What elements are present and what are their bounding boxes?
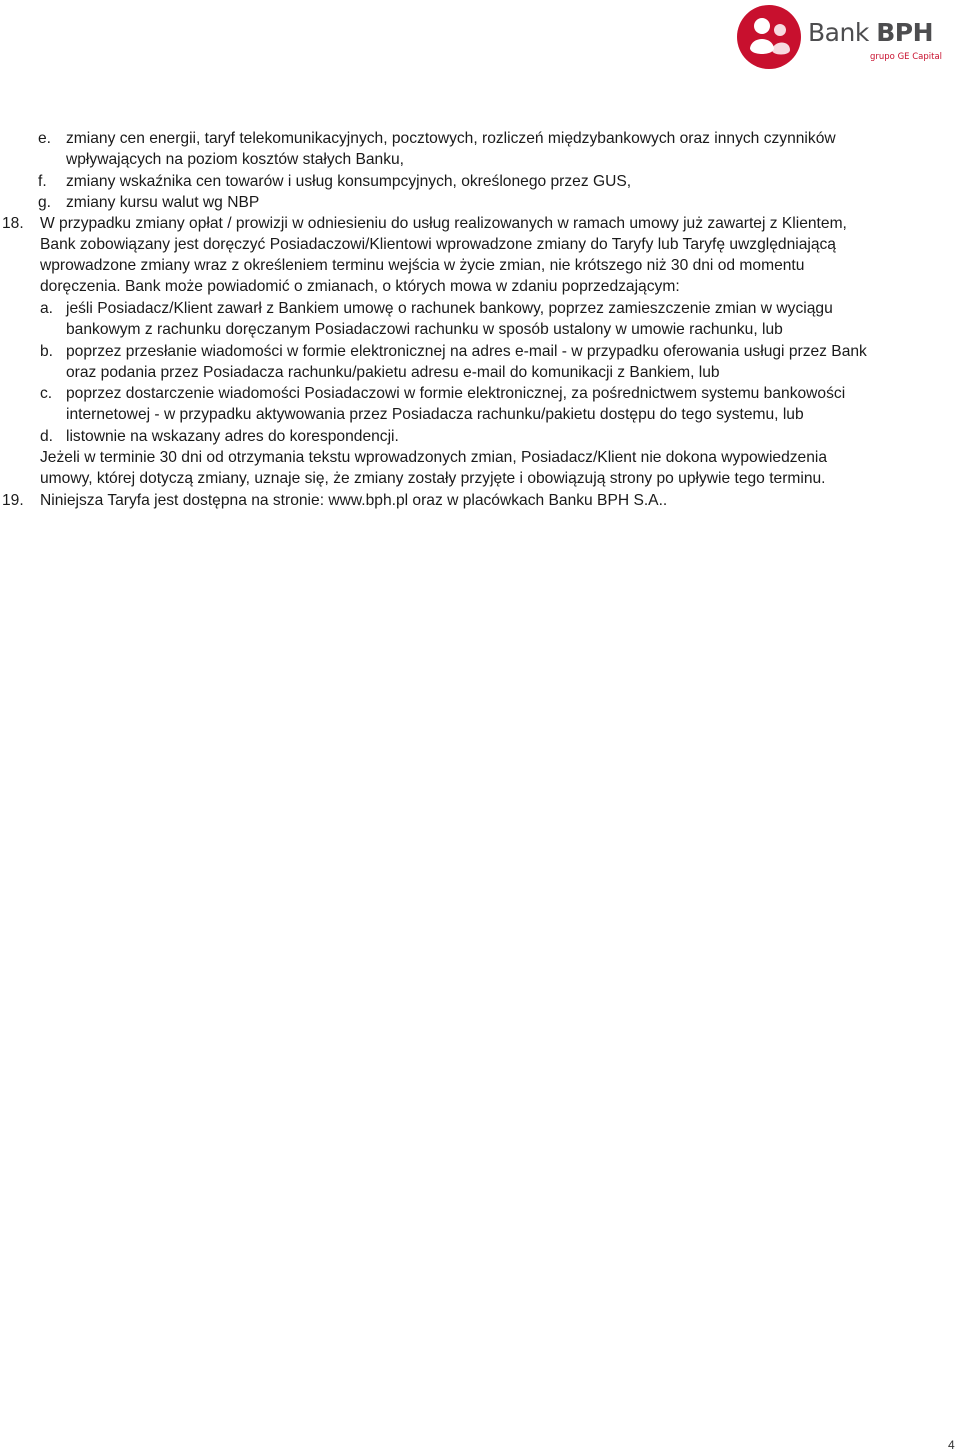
logo-word: Bank	[808, 18, 869, 47]
list-item-line: zmiany kursu walut wg NBP	[66, 194, 260, 211]
list-item-line: zmiany wskaźnika cen towarów i usług konsumpcyjnych, określonego przez GUS,	[66, 173, 632, 190]
list-item-line: zmiany cen energii, taryf telekomunikacyjnych, pocztowych, rozliczeń międzybankowych oraz innych czynników	[66, 130, 836, 147]
paragraph-line: W przypadku zmiany opłat / prowizji w odniesieniu do usług realizowanych w ramach umowy już zawartej z Klientem,	[40, 215, 847, 232]
paragraph-line: wprowadzone zmiany wraz z określeniem terminu wejścia w życie zmian, nie krótszego niż 30 dni od momentu	[40, 257, 805, 274]
paragraph-line: Bank zobowiązany jest doręczyć Posiadaczowi/Klientowi wprowadzone zmiany do Taryfy lub Taryfę uwzględniającą	[40, 236, 836, 253]
item-number: 19.	[2, 492, 24, 509]
logo-wordmark	[808, 18, 933, 47]
paragraph-line: doręczenia. Bank może powiadomić o zmianach, o których mowa w zdaniu poprzedzającym:	[40, 278, 680, 295]
item-number: 18.	[2, 215, 24, 232]
logo-brand: BPH	[876, 18, 934, 47]
sub-item-line: internetowej - w przypadku aktywowania przez Posiadacza rachunku/pakietu dostępu do tego systemu, lub	[66, 406, 804, 423]
page-number: 4	[948, 1438, 955, 1452]
closing-line: umowy, której dotyczą zmiany, uznaje się, że zmiany zostały przyjęte i obowiązują strony po upływie tego terminu.	[40, 470, 826, 487]
closing-line: Jeżeli w terminie 30 dni od otrzymania tekstu wprowadzonych zmian, Posiadacz/Klient nie dokona wypowiedzenia	[40, 449, 828, 466]
bank-bph-emblem-icon	[736, 4, 802, 70]
sub-item-line: jeśli Posiadacz/Klient zawarł z Bankiem umowę o rachunek bankowy, poprzez zamieszczenie zmian w wyciągu	[66, 300, 833, 317]
list-marker: e.	[38, 130, 52, 147]
list-marker: g.	[38, 194, 52, 211]
sub-item-line: bankowym z rachunku doręczanym Posiadaczowi rachunku w sposób ustalony w umowie rachunku, lub	[66, 321, 783, 338]
sub-item-line: poprzez dostarczenie wiadomości Posiadaczowi w formie elektronicznej, za pośrednictwem systemu bankowości	[66, 385, 846, 402]
sub-item-marker: c.	[40, 385, 53, 402]
logo-subtitle: grupo GE Capital	[870, 52, 943, 62]
sub-item-line: poprzez przesłanie wiadomości w formie elektronicznej na adres e-mail - w przypadku oferowania usługi przez Bank	[66, 343, 867, 360]
bank-bph-logo	[736, 4, 943, 70]
paragraph-line: Niniejsza Taryfa jest dostępna na stronie: www.bph.pl oraz w placówkach Banku BPH S.A..	[40, 492, 668, 509]
sub-item-marker: d.	[40, 428, 54, 445]
list-marker: f.	[38, 173, 47, 190]
sub-item-line: oraz podania przez Posiadacza rachunku/pakietu adresu e-mail do komunikacji z Bankiem, lub	[66, 364, 720, 381]
sub-item-marker: b.	[40, 343, 54, 360]
sub-item-line: listownie na wskazany adres do korespondencji.	[66, 428, 399, 445]
sub-item-marker: a.	[40, 300, 54, 317]
list-item-line: wpływających na poziom kosztów stałych Banku,	[66, 151, 405, 168]
